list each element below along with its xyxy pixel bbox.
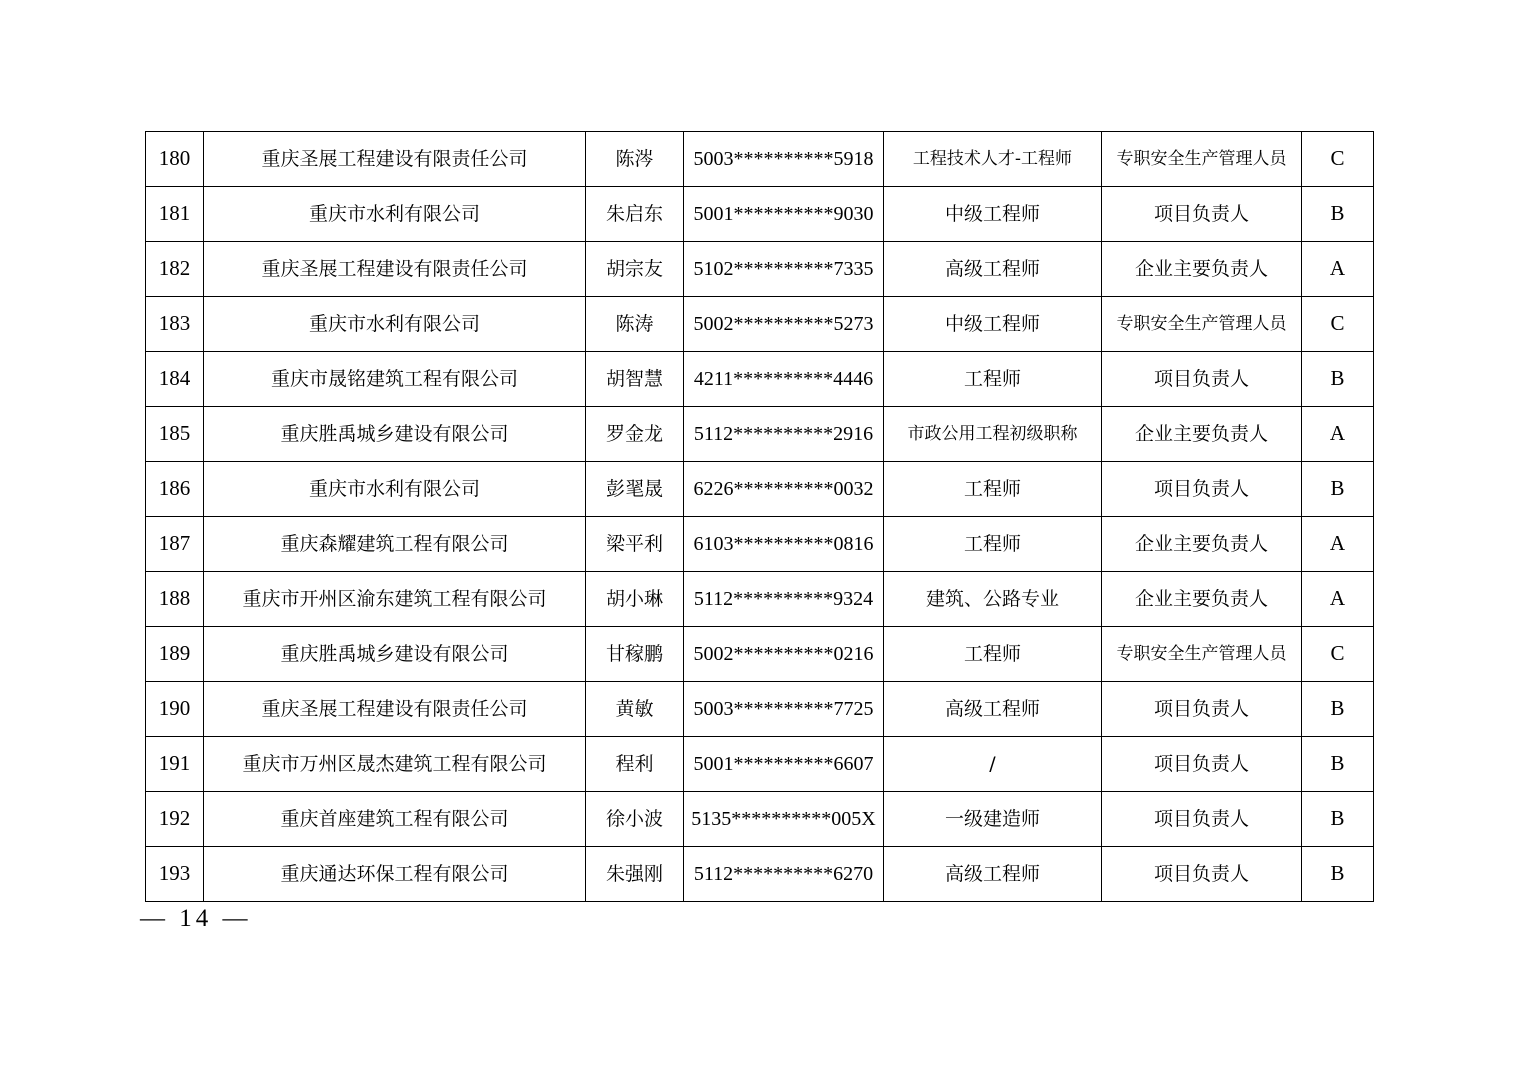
cell-professional-title: 高级工程师 (884, 242, 1102, 297)
cell-professional-title: 中级工程师 (884, 187, 1102, 242)
cell-id-number: 5112**********2916 (684, 407, 884, 462)
table-row (146, 792, 1374, 847)
cell-personnel-role: 项目负责人 (1102, 462, 1302, 517)
cell-category: A (1302, 517, 1374, 572)
cell-person-name: 胡宗友 (586, 242, 684, 297)
cell-personnel-role: 项目负责人 (1102, 792, 1302, 847)
personnel-table (145, 131, 1374, 902)
cell-id-number: 5001**********6607 (684, 737, 884, 792)
cell-serial-number: 182 (146, 242, 204, 297)
cell-company-name: 重庆市万州区晟杰建筑工程有限公司 (204, 737, 586, 792)
cell-category: B (1302, 462, 1374, 517)
table-row (146, 242, 1374, 297)
cell-id-number: 6103**********0816 (684, 517, 884, 572)
cell-serial-number: 185 (146, 407, 204, 462)
cell-person-name: 朱启东 (586, 187, 684, 242)
cell-serial-number: 190 (146, 682, 204, 737)
cell-category: A (1302, 407, 1374, 462)
cell-professional-title: 市政公用工程初级职称 (884, 407, 1102, 462)
cell-person-name: 朱强刚 (586, 847, 684, 902)
cell-serial-number: 181 (146, 187, 204, 242)
cell-serial-number: 188 (146, 572, 204, 627)
cell-category: B (1302, 792, 1374, 847)
cell-serial-number: 192 (146, 792, 204, 847)
cell-id-number: 4211**********4446 (684, 352, 884, 407)
cell-category: B (1302, 352, 1374, 407)
cell-id-number: 5112**********9324 (684, 572, 884, 627)
cell-company-name: 重庆胜禹城乡建设有限公司 (204, 407, 586, 462)
cell-professional-title: 一级建造师 (884, 792, 1102, 847)
cell-company-name: 重庆市开州区渝东建筑工程有限公司 (204, 572, 586, 627)
cell-person-name: 梁平利 (586, 517, 684, 572)
cell-id-number: 5002**********0216 (684, 627, 884, 682)
cell-person-name: 彭毣晟 (586, 462, 684, 517)
cell-category: B (1302, 187, 1374, 242)
cell-personnel-role: 专职安全生产管理人员 (1102, 297, 1302, 352)
cell-personnel-role: 项目负责人 (1102, 187, 1302, 242)
cell-personnel-role: 企业主要负责人 (1102, 407, 1302, 462)
cell-category: B (1302, 682, 1374, 737)
cell-professional-title: 中级工程师 (884, 297, 1102, 352)
cell-serial-number: 186 (146, 462, 204, 517)
cell-personnel-role: 项目负责人 (1102, 847, 1302, 902)
cell-serial-number: 191 (146, 737, 204, 792)
cell-person-name: 陈涛 (586, 297, 684, 352)
table-row (146, 517, 1374, 572)
cell-company-name: 重庆圣展工程建设有限责任公司 (204, 132, 586, 187)
cell-personnel-role: 项目负责人 (1102, 682, 1302, 737)
cell-category: B (1302, 737, 1374, 792)
cell-serial-number: 187 (146, 517, 204, 572)
cell-serial-number: 193 (146, 847, 204, 902)
cell-company-name: 重庆首座建筑工程有限公司 (204, 792, 586, 847)
cell-person-name: 黄敏 (586, 682, 684, 737)
cell-personnel-role: 专职安全生产管理人员 (1102, 132, 1302, 187)
cell-id-number: 5112**********6270 (684, 847, 884, 902)
cell-professional-title: 建筑、公路专业 (884, 572, 1102, 627)
cell-serial-number: 180 (146, 132, 204, 187)
cell-person-name: 陈涔 (586, 132, 684, 187)
table-row (146, 462, 1374, 517)
cell-person-name: 程利 (586, 737, 684, 792)
cell-id-number: 6226**********0032 (684, 462, 884, 517)
cell-category: C (1302, 627, 1374, 682)
cell-id-number: 5003**********7725 (684, 682, 884, 737)
cell-id-number: 5001**********9030 (684, 187, 884, 242)
cell-category: C (1302, 297, 1374, 352)
table-row (146, 407, 1374, 462)
cell-id-number: 5003**********5918 (684, 132, 884, 187)
table-row (146, 627, 1374, 682)
cell-company-name: 重庆市水利有限公司 (204, 462, 586, 517)
cell-professional-title: / (884, 737, 1102, 792)
cell-personnel-role: 项目负责人 (1102, 352, 1302, 407)
table-row (146, 847, 1374, 902)
cell-person-name: 胡小琳 (586, 572, 684, 627)
cell-category: B (1302, 847, 1374, 902)
cell-category: C (1302, 132, 1374, 187)
cell-professional-title: 工程师 (884, 462, 1102, 517)
cell-personnel-role: 企业主要负责人 (1102, 572, 1302, 627)
cell-serial-number: 183 (146, 297, 204, 352)
cell-person-name: 罗金龙 (586, 407, 684, 462)
cell-company-name: 重庆胜禹城乡建设有限公司 (204, 627, 586, 682)
table-row (146, 187, 1374, 242)
cell-professional-title: 工程师 (884, 627, 1102, 682)
cell-serial-number: 184 (146, 352, 204, 407)
cell-company-name: 重庆市水利有限公司 (204, 297, 586, 352)
cell-category: A (1302, 242, 1374, 297)
cell-company-name: 重庆市晟铭建筑工程有限公司 (204, 352, 586, 407)
cell-company-name: 重庆通达环保工程有限公司 (204, 847, 586, 902)
table-row (146, 572, 1374, 627)
cell-id-number: 5102**********7335 (684, 242, 884, 297)
table-row (146, 737, 1374, 792)
cell-id-number: 5002**********5273 (684, 297, 884, 352)
page-number: — 14 — (140, 905, 252, 932)
table-row (146, 352, 1374, 407)
cell-category: A (1302, 572, 1374, 627)
cell-professional-title: 工程技术人才-工程师 (884, 132, 1102, 187)
cell-person-name: 胡智慧 (586, 352, 684, 407)
cell-person-name: 甘稼鹏 (586, 627, 684, 682)
cell-personnel-role: 企业主要负责人 (1102, 517, 1302, 572)
cell-id-number: 5135**********005X (684, 792, 884, 847)
cell-serial-number: 189 (146, 627, 204, 682)
cell-professional-title: 高级工程师 (884, 847, 1102, 902)
table-row (146, 297, 1374, 352)
cell-personnel-role: 企业主要负责人 (1102, 242, 1302, 297)
table-row (146, 682, 1374, 737)
cell-company-name: 重庆森耀建筑工程有限公司 (204, 517, 586, 572)
cell-personnel-role: 专职安全生产管理人员 (1102, 627, 1302, 682)
cell-professional-title: 工程师 (884, 517, 1102, 572)
cell-professional-title: 高级工程师 (884, 682, 1102, 737)
cell-company-name: 重庆圣展工程建设有限责任公司 (204, 242, 586, 297)
table-row (146, 132, 1374, 187)
cell-professional-title: 工程师 (884, 352, 1102, 407)
cell-company-name: 重庆圣展工程建设有限责任公司 (204, 682, 586, 737)
cell-company-name: 重庆市水利有限公司 (204, 187, 586, 242)
cell-person-name: 徐小波 (586, 792, 684, 847)
cell-personnel-role: 项目负责人 (1102, 737, 1302, 792)
